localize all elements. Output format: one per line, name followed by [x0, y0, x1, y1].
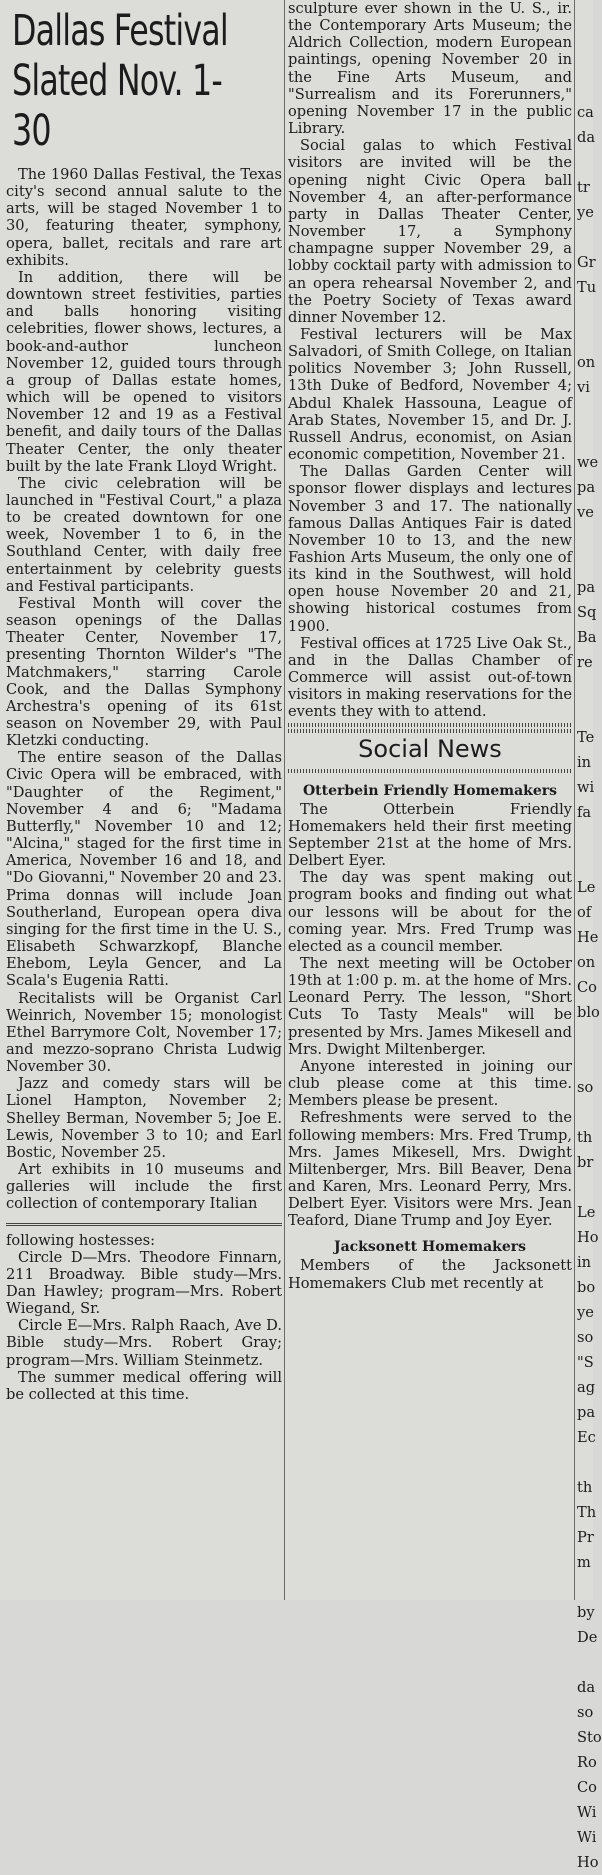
headline	[12, 6, 233, 156]
edge-fragment: so	[577, 1704, 594, 1721]
article-paragraph: The Dallas Garden Center will sponsor flower displays and lectures November 3 and 17. The nationally famous Dallas Antiques Fair is dated November 10 to 13, and the new Fashion Arts Museum, the only one of its kind in the Southwest, will hold open house November 20 and 21, showing historical costumes from 1900.	[288, 463, 572, 635]
edge-fragment: on	[577, 954, 596, 971]
edge-fragment	[574, 1650, 593, 1675]
edge-fragment: th	[577, 1479, 593, 1496]
edge-fragment	[574, 150, 593, 175]
edge-fragment: He	[577, 929, 599, 946]
edge-fragment	[574, 825, 593, 850]
middle-column	[288, 0, 572, 1600]
edge-fragment: Tu	[577, 279, 597, 296]
edge-fragment: Th	[577, 1504, 597, 1521]
column-rule	[284, 0, 285, 1600]
edge-fragment: ye	[577, 204, 594, 221]
club-heading: Jacksonett Homemakers	[333, 1239, 527, 1256]
edge-fragment: on	[577, 354, 596, 371]
article-paragraph: sculpture ever shown in the U. S., ir. the Contemporary Arts Museum; the Aldrich Collection, modern European paintings, opening November 20 in the Fine Arts Museum, and "Surrealism and its Forerunners," opening November 17 in the public Library.	[288, 0, 572, 138]
edge-fragment: fa	[577, 804, 592, 821]
edge-fragment: wi	[577, 779, 595, 796]
dotted-rule	[288, 729, 572, 733]
edge-fragment	[574, 400, 593, 425]
article-paragraph: Festival offices at 1725 Live Oak St., and in the Dallas Chamber of Commerce will assist out-of-town visitors in making reservations for the events they with to attend.	[288, 634, 572, 721]
edge-fragment	[574, 25, 593, 50]
hostess-paragraph: Circle D—Mrs. Theodore Finnarn, 211 Broadway. Bible study—Mrs. Dan Hawley; program—Mrs. Robert Wiegand, Sr.	[6, 1248, 282, 1318]
edge-fragment	[574, 325, 593, 350]
edge-fragment: bo	[577, 1279, 596, 1296]
edge-fragment	[574, 675, 593, 700]
club-paragraph: Refreshments were served to the following members: Mrs. Fred Trump, Mrs. James Mikesell, Mrs. Dwight Miltenberger, Mrs. Bill Beaver, Dena and Karen, Mrs. Leonard Perry, Mrs. Delbert Eyer. Visitors were Mrs. Jean Teaford, Diane Trump and Joy Eyer.	[288, 1109, 572, 1230]
edge-fragment: in	[577, 1254, 592, 1271]
edge-fragment	[574, 1175, 593, 1200]
article-paragraph: Festival Month will cover the season openings of the Dallas Theater Center, November 17, presenting Thornton Wilder's "The Matchmakers," starring Carole Cook, and the Dallas Symphony Archestra's opening of its 61st season on November 29, with Paul Kletzki conducting.	[6, 594, 282, 750]
edge-fragment: tr	[577, 179, 590, 196]
edge-fragment: ca	[577, 104, 594, 121]
edge-fragment	[574, 1025, 593, 1050]
edge-fragment: Pr	[577, 1529, 594, 1546]
edge-fragment: Wi	[577, 1804, 597, 1821]
edge-fragment: Sq	[577, 604, 597, 621]
column-separator	[6, 1223, 282, 1226]
edge-fragment: by	[577, 1604, 595, 1621]
club-paragraph: Members of the Jacksonett Homemakers Club met recently at	[288, 1257, 572, 1292]
edge-fragment	[574, 75, 593, 100]
article-paragraph: Festival lecturers will be Max Salvadori, of Smith College, on Italian politics November 3; John Russell, 13th Duke of Bedford, November 4; Abdul Khalek Hassouna, League of Arab States, November 15, and Dr. J. Russell Andrus, economist, on Asian economic competition, November 21.	[288, 325, 572, 464]
club-paragraph: The day was spent making out program books and finding out what our lessons will be about for the coming year. Mrs. Fred Trump was elected as a council member.	[288, 869, 572, 955]
edge-fragment: vi	[577, 379, 590, 396]
edge-fragment	[574, 0, 593, 25]
edge-fragment	[574, 1450, 593, 1475]
edge-fragment: so	[577, 1079, 594, 1096]
edge-fragment: m	[577, 1554, 591, 1571]
headline-line-2: Slated Nov. 1-30	[12, 56, 223, 156]
edge-fragment: Le	[577, 879, 596, 896]
edge-fragment	[574, 550, 593, 575]
edge-fragment: "S	[577, 1354, 594, 1371]
hostess-paragraph: The summer medical offering will be collected at this time.	[6, 1368, 282, 1403]
edge-fragment	[574, 700, 593, 725]
edge-fragment: De	[577, 1629, 598, 1646]
edge-fragment: Ec	[577, 1429, 596, 1446]
edge-fragment	[574, 525, 593, 550]
edge-fragment: pa	[577, 1404, 596, 1421]
right-column-fragments	[574, 0, 602, 1871]
edge-fragment: pa	[577, 579, 596, 596]
edge-fragment	[574, 1575, 593, 1600]
edge-fragment: ye	[577, 1304, 594, 1321]
edge-fragment: da	[577, 1679, 596, 1696]
edge-fragment: Te	[577, 729, 595, 746]
article-paragraph: The entire season of the Dallas Civic Opera will be embraced, with "Daughter of the Regiment," November 4 and 6; "Madama Butterfly," November 10 and 12; "Alcina," staged for the first time in America, November 16 and 18, and "Do Giovanni," November 20 and 23. Prima donnas will include Joan Southerland, European opera diva singing for the first time in the U. S., Elisabeth Schwarzkopf, Blanche Ehebom, Leyla Gencer, and La Scala's Eugenia Ratti.	[6, 749, 282, 990]
edge-fragment: Ro	[577, 1754, 597, 1771]
edge-fragment	[574, 300, 593, 325]
edge-fragment: Le	[577, 1204, 596, 1221]
edge-fragment: re	[577, 654, 593, 671]
edge-fragment: we	[577, 454, 599, 471]
edge-fragment: Co	[577, 1779, 597, 1796]
edge-fragment: Sto	[577, 1729, 602, 1746]
edge-fragment: blo	[577, 1004, 600, 1021]
edge-fragment: ag	[577, 1379, 596, 1396]
dotted-rule	[288, 769, 572, 773]
edge-fragment: th	[577, 1129, 593, 1146]
edge-fragment: Ba	[577, 629, 597, 646]
article-paragraph: Social galas to which Festival visitors are invited will be the opening night Civic Opera ball November 4, an after-performance party in Dallas Theater Center, November 17, a Symphony champagne supper November 29, a lobby cocktail party with admission to an opera rehearsal November 2, and the Poetry Society of Texas award dinner November 12.	[288, 137, 572, 326]
edge-fragment: Ho	[577, 1229, 599, 1246]
hostess-paragraph: Circle E—Mrs. Ralph Raach, Ave D. Bible study—Mrs. Robert Gray; program—Mrs. William Steinmetz.	[6, 1317, 282, 1369]
edge-fragment: pa	[577, 479, 596, 496]
edge-fragment	[574, 1050, 593, 1075]
hostess-paragraph: following hostesses:	[6, 1231, 156, 1249]
club-heading: Otterbein Friendly Homemakers	[302, 782, 558, 799]
club-paragraph: Anyone interested in joining our club please come at this time. Members please be present.	[288, 1057, 572, 1110]
article-paragraph: Art exhibits in 10 museums and galleries will include the first collection of contemporary Italian	[6, 1161, 282, 1213]
article-paragraph: The 1960 Dallas Festival, the Texas city's second annual salute to the arts, will be staged November 1 to 30, featuring theater, symphony, opera, ballet, recitals and rare art exhibits.	[6, 166, 282, 269]
edge-fragment: ve	[577, 504, 594, 521]
club-paragraph: The Otterbein Friendly Homemakers held their first meeting September 21st at the home of Mrs. Delbert Eyer.	[288, 800, 572, 870]
edge-fragment	[574, 225, 593, 250]
dotted-rule	[288, 723, 572, 727]
edge-fragment	[574, 1100, 593, 1125]
edge-fragment: br	[577, 1154, 594, 1171]
edge-fragment: Ho	[577, 1854, 599, 1871]
article-paragraph: Recitalists will be Organist Carl Weinrich, November 15; monologist Ethel Barrymore Colt, November 17; and mezzo-soprano Christa Ludwig November 30.	[6, 989, 282, 1076]
section-title: Social News	[358, 734, 502, 763]
article-paragraph: The civic celebration will be launched in "Festival Court," a plaza to be created downtown for one week, November 1 to 6, in the Southland Center, with daily free entertainment by celebrity guests and Festival participants.	[6, 474, 282, 595]
edge-fragment: in	[577, 754, 592, 771]
club-paragraph: The next meeting will be October 19th at 1:00 p. m. at the home of Mrs. Leonard Perry. The lesson, "Short Cuts To Tasty Meals" will be presented by Mrs. James Mikesell and Mrs. Dwight Miltenberger.	[288, 954, 572, 1058]
article-paragraph: In addition, there will be downtown street festivities, parties and balls honoring visiting celebrities, flower shows, lectures, a book-and-author luncheon November 12, guided tours through a group of Dallas estate homes, which will be opened to visitors November 12 and 19 as a Festival benefit, and daily tours of the Dallas Theater Center, the only theater built by the late Frank Lloyd Wright.	[6, 268, 282, 475]
edge-fragment: Co	[577, 979, 597, 996]
edge-fragment	[574, 425, 593, 450]
article-paragraph: Jazz and comedy stars will be Lionel Hampton, November 2; Shelley Berman, November 5; Joe E. Lewis, November 3 to 10; and Earl Bostic, November 25.	[6, 1075, 282, 1161]
headline-line-1: Dallas Festival	[12, 6, 228, 56]
edge-fragment: da	[577, 129, 596, 146]
edge-fragment: so	[577, 1329, 594, 1346]
edge-fragment: Wi	[577, 1829, 597, 1846]
edge-fragment: of	[577, 904, 592, 921]
edge-fragment: Gr	[577, 254, 596, 271]
left-column	[6, 0, 282, 1600]
edge-fragment	[574, 50, 593, 75]
edge-fragment	[574, 850, 593, 875]
